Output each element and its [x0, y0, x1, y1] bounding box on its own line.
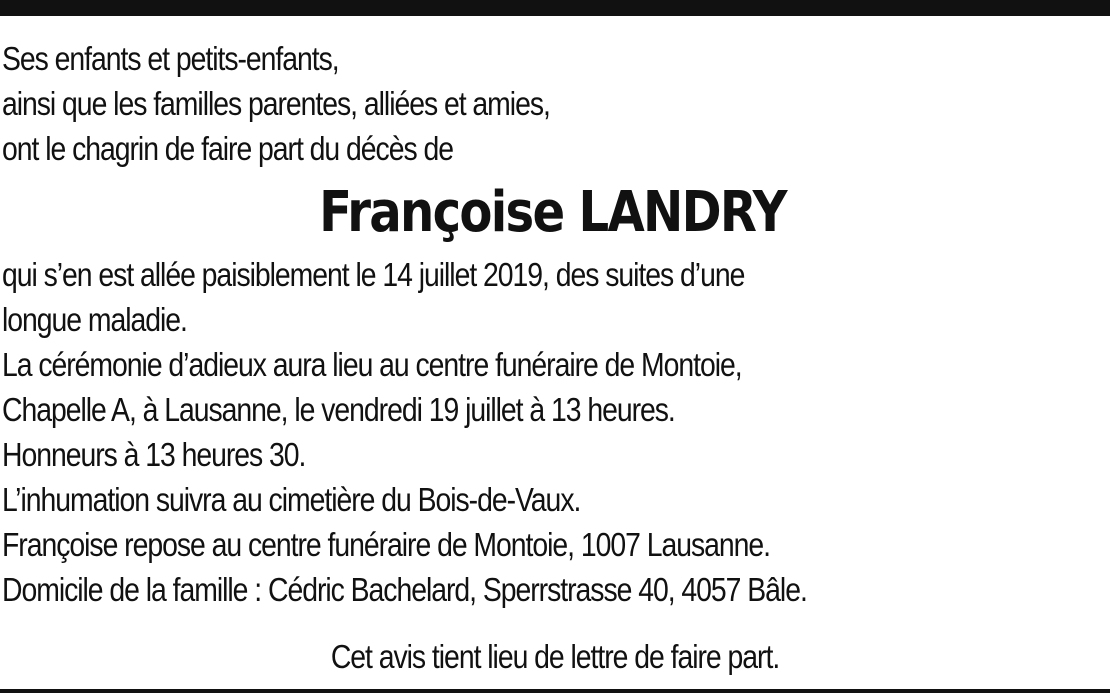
body-line: Honneurs à 13 heures 30.: [2, 436, 306, 473]
intro-line: ainsi que les familles parentes, alliées et amies,: [2, 85, 550, 122]
body-line: L’inhumation suivra au cimetière du Bois-de-Vaux.: [2, 481, 581, 518]
top-border-rule: [0, 0, 1110, 16]
body-line: qui s’en est allée paisiblement le 14 juillet 2019, des suites d’une: [2, 256, 745, 293]
intro-line: ont le chagrin de faire part du décès de: [2, 130, 453, 167]
body-line: Domicile de la famille : Cédric Bachelard, Sperrstrasse 40, 4057 Bâle.: [2, 571, 807, 608]
death-notice: [2, 36, 1102, 612]
deceased-name: Françoise LANDRY: [319, 180, 786, 245]
body-line: Chapelle A, à Lausanne, le vendredi 19 juillet à 13 heures.: [2, 391, 675, 428]
body-line: longue maladie.: [2, 301, 187, 338]
intro-line: Ses enfants et petits-enfants,: [2, 40, 339, 77]
bottom-border-rule: [0, 689, 1110, 693]
body-line: La cérémonie d’adieux aura lieu au centre funéraire de Montoie,: [2, 346, 742, 383]
closing-statement: Cet avis tient lieu de lettre de faire part.: [330, 638, 780, 675]
body-line: Françoise repose au centre funéraire de Montoie, 1007 Lausanne.: [2, 526, 771, 563]
